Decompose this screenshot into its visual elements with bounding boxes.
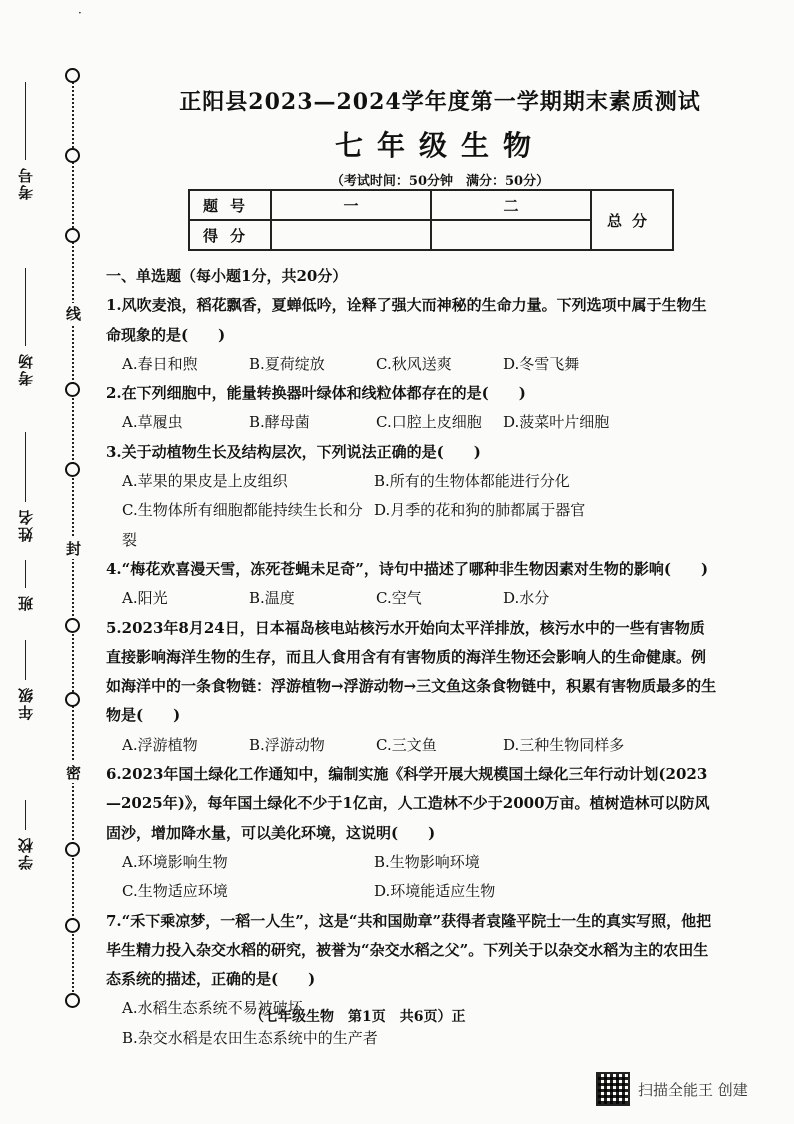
- field-label: 年级: [17, 686, 35, 720]
- question-3: [106, 438, 718, 555]
- field-label: 学校: [17, 836, 35, 870]
- option-a[interactable]: A.浮游植物: [122, 735, 198, 754]
- field-label: 考号: [17, 166, 35, 200]
- write-line[interactable]: [25, 640, 27, 680]
- field-exam-number[interactable]: [15, 82, 36, 200]
- write-line[interactable]: [25, 82, 27, 160]
- seal-char-line: 线: [66, 305, 82, 323]
- option-c[interactable]: C.三文鱼: [376, 735, 437, 754]
- option-b[interactable]: B.浮游动物: [249, 735, 325, 754]
- total-score-cell[interactable]: 总分: [591, 190, 673, 250]
- question-stem: 1.风吹麦浪，稻花飘香，夏蝉低吟，诠释了强大而神秘的生命力量。下列选项中属于生物生命现象的是( ): [106, 296, 707, 344]
- score-label: 得分: [189, 220, 271, 250]
- question-stem: 2.在下列细胞中，能量转换器叶绿体和线粒体都存在的是( ): [106, 384, 526, 403]
- seal-char-seal: 封: [66, 540, 82, 558]
- score-table-header-row: [189, 190, 673, 220]
- option-c[interactable]: C.空气: [376, 589, 422, 608]
- option-c[interactable]: C.口腔上皮细胞: [376, 413, 482, 432]
- field-label: 班: [17, 594, 35, 611]
- binding-hole: [65, 618, 80, 633]
- question-stem: 6.2023年国土绿化工作通知中，编制实施《科学开展大规模国土绿化三年行动计划(2023—2025年)》，每年国土绿化不少于1亿亩，人工造林不少于2000万亩。植树造林可以防风固沙，增加降水量，可以美化环境，这说明( ): [106, 765, 710, 842]
- binding-hole: [65, 148, 80, 163]
- field-label: 考场: [17, 352, 35, 386]
- binding-hole: [65, 993, 80, 1008]
- exam-info: （考试时间：50分钟 满分：50分）: [330, 174, 550, 189]
- option-row: [106, 467, 718, 496]
- option-c[interactable]: C.秋风送爽: [376, 354, 452, 373]
- part-two-score-cell[interactable]: [431, 220, 591, 250]
- option-b[interactable]: B.夏荷绽放: [249, 354, 325, 373]
- part-one-score-cell[interactable]: [271, 220, 431, 250]
- question-6: [106, 760, 718, 906]
- page-footer: （七年级生物 第1页 共6页）正: [250, 1009, 466, 1025]
- option-a[interactable]: A.春日和煦: [122, 354, 198, 373]
- score-table: [188, 189, 674, 251]
- binding-hole: [65, 918, 80, 933]
- option-d[interactable]: D.水分: [503, 589, 550, 608]
- question-stem: 4.“梅花欢喜漫天雪，冻死苍蝇未足奇”，诗句中描述了哪种非生物因素对生物的影响( ): [106, 559, 709, 578]
- option-d[interactable]: D.菠菜叶片细胞: [503, 413, 610, 432]
- option-c[interactable]: C.生物体所有细胞都能持续生长和分裂: [122, 501, 363, 549]
- option-b[interactable]: B.温度: [249, 589, 295, 608]
- binding-hole: [65, 692, 80, 707]
- scanner-watermark: [596, 1072, 748, 1106]
- question-1: [106, 291, 718, 379]
- field-class[interactable]: [15, 560, 36, 611]
- field-grade[interactable]: [15, 640, 36, 720]
- exam-title: 正阳县2023—2024学年度第一学期期末素质测试: [179, 89, 701, 115]
- write-line[interactable]: [25, 800, 27, 830]
- binding-hole: [65, 842, 80, 857]
- binding-hole: [65, 382, 80, 397]
- field-school[interactable]: [15, 800, 36, 870]
- field-name[interactable]: [15, 432, 36, 542]
- question-4: [106, 555, 718, 614]
- question-stem: 5.2023年8月24日，日本福岛核电站核污水开始向太平洋排放，核污水中的一些有害物质直接影响海洋生物的生存，而且人食用含有有害物质的海洋生物还会影响人的生命健康。例如海洋中的一条食物链：浮游植物→浮游动物→三文鱼这条食物链中，积累有害物质最多的生物是( ): [106, 618, 717, 725]
- option-d[interactable]: D.月季的花和狗的肺都属于器官: [374, 501, 586, 520]
- option-a[interactable]: A.苹果的果皮是上皮组织: [122, 472, 288, 491]
- scan-speck: ·: [78, 6, 82, 20]
- option-b[interactable]: B.酵母菌: [249, 413, 310, 432]
- option-b[interactable]: B.杂交水稻是农田生态系统中的生产者: [122, 1028, 378, 1047]
- option-b[interactable]: B.所有的生物体都能进行分化: [374, 472, 570, 491]
- question-7: [106, 907, 718, 1053]
- binding-hole: [65, 68, 80, 83]
- option-a[interactable]: A.环境影响生物: [122, 852, 228, 871]
- binding-hole: [65, 228, 80, 243]
- seal-char-secret: 密: [66, 764, 82, 782]
- field-exam-room[interactable]: [15, 268, 36, 386]
- question-2: [106, 379, 718, 438]
- subject-title: 七年级生物: [334, 129, 545, 162]
- option-row: [106, 408, 718, 437]
- write-line[interactable]: [25, 268, 27, 346]
- option-row: [106, 731, 718, 760]
- question-stem: 3.关于动植物生长及结构层次，下列说法正确的是( ): [106, 442, 481, 461]
- question-number-label: 题号: [189, 190, 271, 220]
- option-row: [106, 848, 718, 877]
- question-5: [106, 614, 718, 760]
- binding-hole: [65, 462, 80, 477]
- option-d[interactable]: D.环境能适应生物: [374, 882, 496, 901]
- option-b[interactable]: B.生物影响环境: [374, 852, 480, 871]
- question-area: [106, 262, 718, 1053]
- part-two-header: 二: [431, 190, 591, 220]
- option-row: [106, 877, 718, 906]
- option-a[interactable]: A.水稻生态系统不易被破坏: [122, 999, 303, 1018]
- watermark-text: 扫描全能王 创建: [638, 1080, 748, 1099]
- write-line[interactable]: [25, 432, 27, 502]
- option-a[interactable]: A.阳光: [122, 589, 168, 608]
- question-stem: 7.“禾下乘凉梦，一稻一人生”，这是“共和国勋章”获得者袁隆平院士一生的真实写照，他把毕生精力投入杂交水稻的研究，被誉为“杂交水稻之父”。下列关于以杂交水稻为主的农田生态系统的描述，正确的是( ): [106, 911, 712, 989]
- option-c[interactable]: C.生物适应环境: [122, 882, 228, 901]
- field-label: 姓名: [17, 508, 35, 542]
- section-heading: 一、单选题（每小题1分，共20分）: [106, 267, 348, 285]
- option-d[interactable]: D.冬雪飞舞: [503, 354, 580, 373]
- binding-strip: [0, 0, 110, 1124]
- option-row: [106, 496, 718, 555]
- part-one-header: 一: [271, 190, 431, 220]
- option-row: [106, 584, 718, 613]
- write-line[interactable]: [25, 560, 27, 588]
- option-d[interactable]: D.三种生物同样多: [503, 735, 625, 754]
- option-row: [106, 350, 718, 379]
- option-a[interactable]: A.草履虫: [122, 413, 183, 432]
- qr-code-icon: [596, 1072, 630, 1106]
